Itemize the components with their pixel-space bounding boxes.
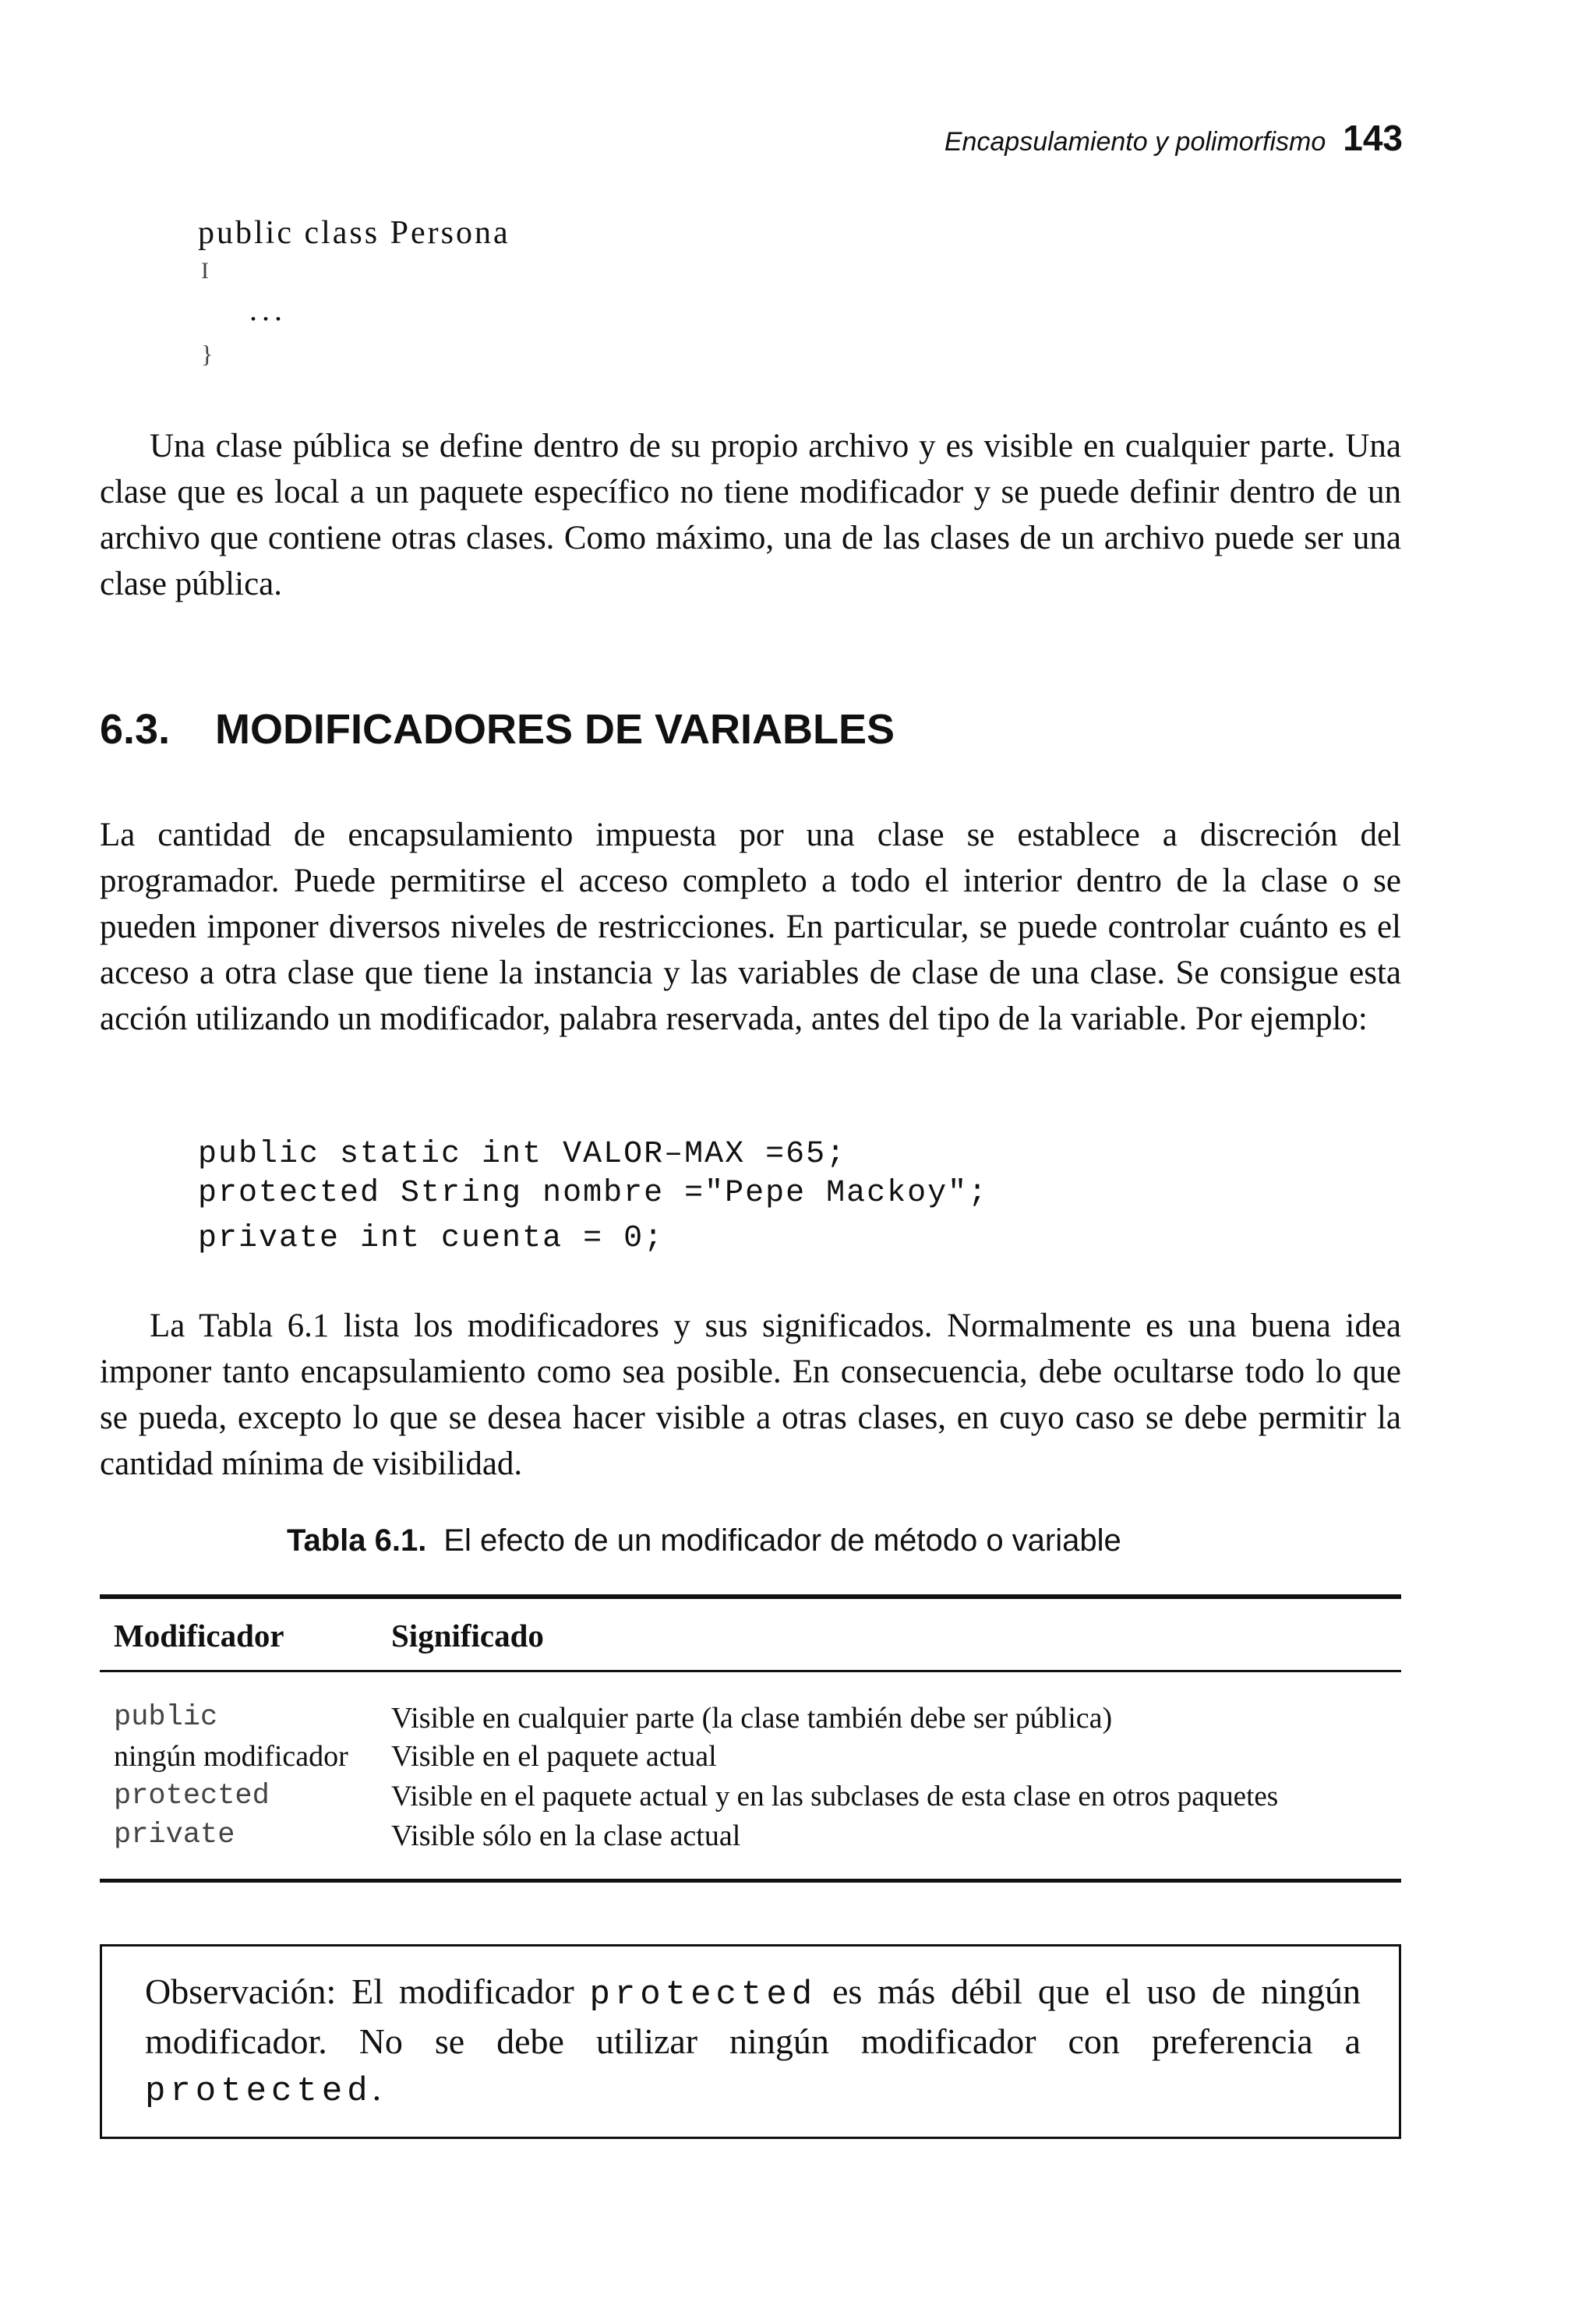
paragraph: La cantidad de encapsulamiento impuesta por una clase se establece a discreción del programador. Puede permitirse el acceso completo a todo el interior dentro de la clase o se pueden imponer diversos niveles de restricciones. En particular, se puede controlar cuánto es el acceso a otra clase que tiene la instancia y las variables de clase de una clase. Se consigue esta acción utilizando un modificador, palabra reservada, antes del tipo de la variable. Por ejemplo: [100,817,1401,1037]
table-cell-meaning: Visible en el paquete actual [391,1740,717,1773]
page-number: 143 [1343,118,1403,158]
note-text [145,1968,1361,2115]
table-top-rule [100,1594,1401,1599]
table-header-meaning: Significado [391,1618,544,1654]
section-title: MODIFICADORES DE VARIABLES [215,706,895,753]
table-cell-modifier: protected [114,1780,270,1812]
note-box [100,1944,1401,2139]
table-caption [287,1523,1121,1558]
code-line: public static int VALOR–MAX =65; [198,1137,847,1172]
running-header [873,117,1403,164]
code-line: public class Persona [198,215,510,251]
table-bottom-rule [100,1879,1401,1883]
table-cell-modifier: ningún modificador [114,1740,348,1773]
table-header-modifier: Modificador [114,1618,284,1654]
note-keyword: protected [589,1975,817,2014]
running-title: Encapsulamiento y polimorfismo [944,127,1326,157]
code-line: private int cuenta = 0; [198,1221,665,1256]
paragraph: Una clase pública se define dentro de su propio archivo y es visible en cualquier parte. Una clase que es local a un paquete específico no tiene modificador y se puede definir dentro de un archivo que contiene otras clases. Como máximo, una de las clases de un archivo puede ser una clase pública. [100,428,1401,602]
table-cell-modifier: public [114,1701,218,1734]
note-part: es más débil que el uso de ningún modificador. No se debe utilizar ningún modificador con preferencia a [145,1971,1361,2061]
table-cell-modifier: private [114,1819,235,1851]
section-number: 6.3. [100,706,171,753]
note-keyword: protected [145,2072,373,2111]
table-cell-meaning: Visible sólo en la clase actual [391,1820,741,1852]
table-header-rule [100,1670,1401,1672]
note-part: Observación: El modificador [145,1971,590,2011]
code-line: } [201,340,214,368]
code-line: I [201,258,209,284]
paragraph: La Tabla 6.1 lista los modificadores y sus significados. Normalmente es una buena idea imponer tanto encapsulamiento como sea posible. En consecuencia, debe ocultarse todo lo que se pueda, excepto lo que se desea hacer visible a otras clases, en cuyo caso se debe permitir la cantidad mínima de visibilidad. [100,1308,1401,1482]
note-part: . [372,2068,382,2108]
table-caption-text: El efecto de un modificador de método o variable [443,1523,1121,1558]
code-line: protected String nombre ="Pepe Mackoy"; [198,1176,989,1211]
code-line: ... [249,292,287,327]
section-heading [100,705,895,754]
table-cell-meaning: Visible en el paquete actual y en las subclases de esta clase en otros paquetes [391,1781,1279,1812]
table-caption-label: Tabla 6.1. [287,1523,427,1558]
table-cell-meaning: Visible en cualquier parte (la clase también debe ser pública) [391,1702,1113,1735]
